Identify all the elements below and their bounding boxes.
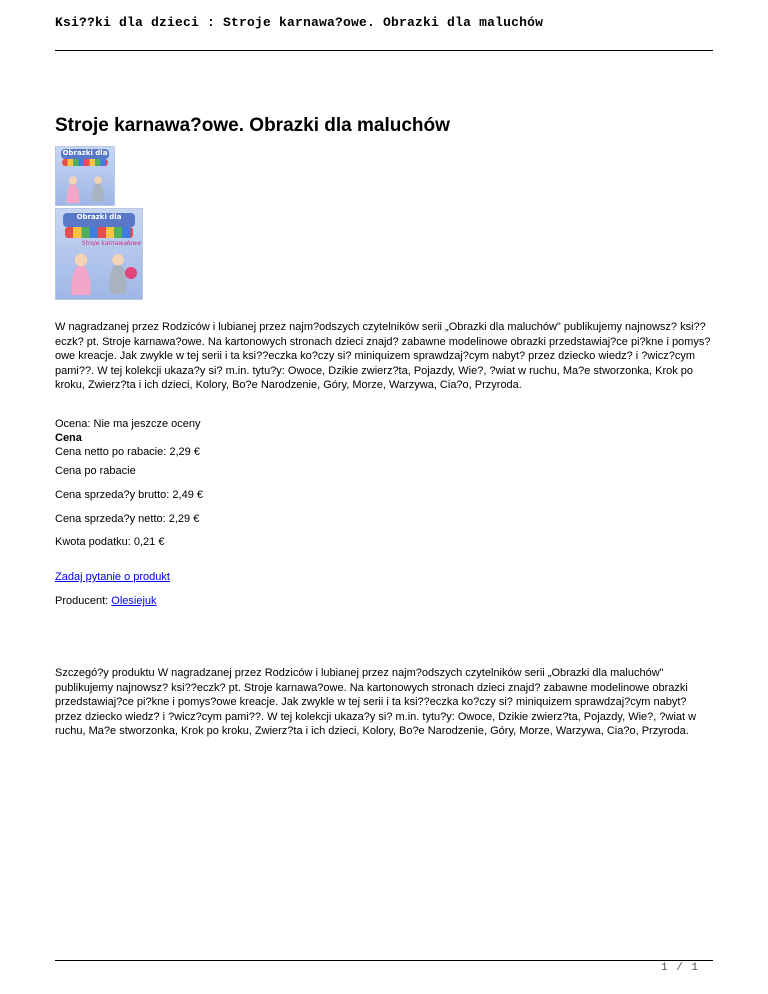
running-header: Ksi??ki dla dzieci : Stroje karnawa?owe. Obrazki dla maluchów bbox=[55, 15, 544, 30]
cover-heart-shield bbox=[125, 267, 137, 280]
product-description: W nagradzanej przez Rodziców i lubianej przez najm?odszych czytelników serii „Obrazki dla maluchów" publikujemy najnowsz? ksi??eczk? pt. Stroje karnawa?owe. Na kartonowych stronach dzieci znajd? zabawne modelinowe obrazki przedstawiaj?ce pi?kne i pomys?owe kreacje. Jak zwykle w tej serii i ta ksi??eczka ko?czy si? miniquizem sprawdzaj?cym nabyt? przez dziecko wiedz? i ?wicz?cym pami??. W tej kolekcji ukaza?y si? m.in. tytu?y: Owoce, Dzikie zwierz?ta, Pojazdy, Wie?, ?wiat w ruchu, Ma?e stworzonka, Krok po kroku, Zwierz?ta i ich dzieci, Kolory, Bo?e Narodzenie, Góry, Morze, Warzywa, Cia?o, Przyroda. bbox=[55, 321, 711, 391]
producer-label: Producent: bbox=[55, 595, 112, 607]
header-divider bbox=[55, 50, 713, 51]
producer-link[interactable]: Olesiejuk bbox=[111, 595, 157, 607]
footer-divider bbox=[55, 960, 713, 961]
price-after-discount: Cena po rabacie bbox=[55, 465, 136, 477]
ask-question-link[interactable]: Zadaj pytanie o produkt bbox=[55, 571, 170, 583]
cover-princess-figure bbox=[63, 174, 83, 203]
tax-amount: Kwota podatku: 0,21 € bbox=[55, 536, 165, 548]
cover-series-banner: Obrazki dla bbox=[63, 213, 135, 227]
producer-line bbox=[55, 594, 157, 608]
cover-subtitle: Stroje karnawałowe bbox=[81, 239, 142, 247]
price-heading: Cena bbox=[55, 432, 82, 444]
book-cover-image[interactable] bbox=[55, 208, 143, 300]
cover-princess-figure bbox=[66, 250, 96, 295]
page-number: 1 / 1 bbox=[661, 962, 700, 974]
cover-knight-figure bbox=[88, 174, 108, 202]
cover-colored-letters bbox=[65, 227, 134, 238]
gross-price: Cena sprzeda?y brutto: 2,49 € bbox=[55, 489, 203, 501]
net-price-after-discount: Cena netto po rabacie: 2,29 € bbox=[55, 446, 200, 458]
page-title: Stroje karnawa?owe. Obrazki dla maluchów bbox=[55, 115, 450, 136]
cover-series-banner: Obrazki dla bbox=[62, 149, 108, 158]
cover-colored-letters bbox=[62, 159, 108, 166]
net-price: Cena sprzeda?y netto: 2,29 € bbox=[55, 513, 200, 525]
book-cover-thumbnail[interactable] bbox=[55, 146, 115, 206]
product-details: Szczegó?y produktu W nagradzanej przez Rodziców i lubianej przez najm?odszych czytelników serii „Obrazki dla maluchów" publikujemy najnowsz? ksi??eczk? pt. Stroje karnawa?owe. Na kartonowych stronach dzieci znajd? zabawne modelinowe obrazki przedstawiaj?ce pi?kne i pomys?owe kreacje. Jak zwykle w tej serii i ta ksi??eczka ko?czy si? miniquizem sprawdzaj?cym nabyt? przez dziecko wiedz? i ?wicz?cym pami??. W tej kolekcji ukaza?y si? m.in. tytu?y: Owoce, Dzikie zwierz?ta, Pojazdy, Wie?, ?wiat w ruchu, Ma?e stworzonka, Krok po kroku, Zwierz?ta i ich dzieci, Kolory, Bo?e Narodzenie, Góry, Morze, Warzywa, Cia?o, Przyroda. bbox=[55, 667, 697, 737]
rating-text: Ocena: Nie ma jeszcze oceny bbox=[55, 418, 201, 430]
